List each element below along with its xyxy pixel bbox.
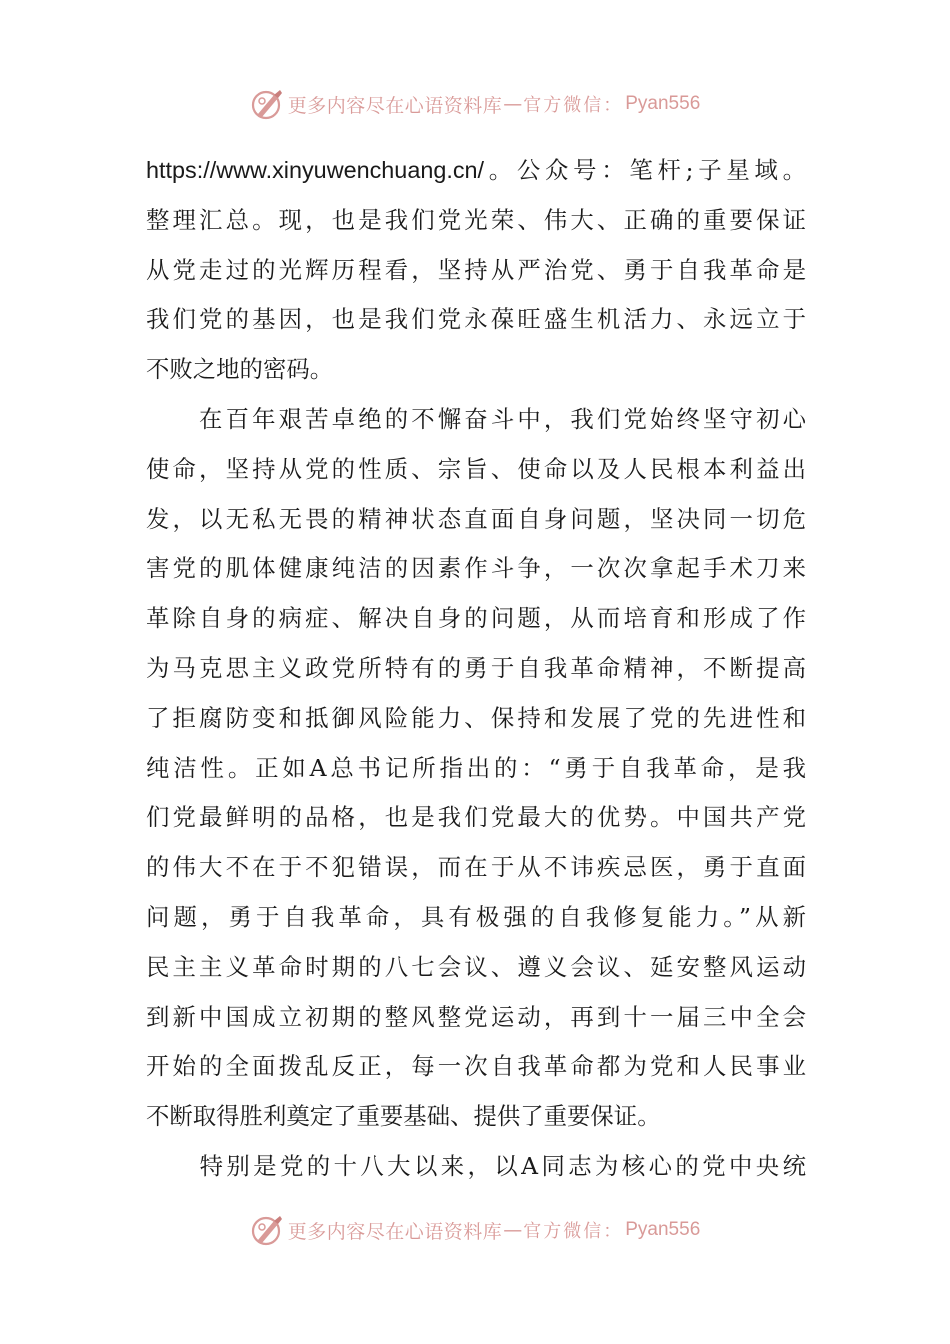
banner-dash: — — [503, 1219, 523, 1241]
text-line-url — [146, 146, 806, 196]
text-line: 特别是党的十八大以来，以A同志为核心的党中央统 — [146, 1151, 806, 1180]
text-line: 纯洁性。正如A总书记所指出的：“勇于自我革命，是我 — [146, 753, 806, 782]
footer-banner — [0, 1210, 950, 1250]
text-line: 从党走过的光辉历程看，坚持从严治党、勇于自我革命是 — [146, 255, 806, 284]
pen-logo-icon — [250, 87, 284, 121]
text-line: 整理汇总。现，也是我们党光荣、伟大、正确的重要保证 — [146, 205, 806, 234]
banner-title: 更多内容尽在心语资料库 — [287, 1220, 503, 1243]
banner-subtitle: 官方微信： — [523, 1221, 624, 1242]
source-suffix: 。公众号：笔杆;子星域。 — [484, 156, 806, 184]
source-url[interactable]: https://www.xinyuwenchuang.cn/ — [146, 157, 485, 183]
text-line: 不断取得胜利奠定了重要基础、提供了重要保证。 — [146, 1102, 661, 1131]
text-line: 问题，勇于自我革命，具有极强的自我修复能力。”从新 — [146, 902, 806, 931]
banner-dash: — — [503, 93, 523, 115]
header-banner — [0, 84, 950, 124]
text-line: 们党最鲜明的品格，也是我们党最大的优势。中国共产党 — [146, 803, 806, 832]
text-line: 使命，坚持从党的性质、宗旨、使命以及人民根本利益出 — [146, 454, 806, 483]
text-line: 开始的全面拨乱反正，每一次自我革命都为党和人民事业 — [146, 1052, 806, 1081]
text-line: 我们党的基因，也是我们党永葆旺盛生机活力、永远立于 — [146, 305, 806, 334]
banner-wechat-id: Pyan556 — [625, 1219, 701, 1240]
banner-title: 更多内容尽在心语资料库 — [287, 94, 503, 117]
document-body — [146, 146, 806, 1192]
text-line: 害党的肌体健康纯洁的因素作斗争，一次次拿起手术刀来 — [146, 554, 806, 583]
text-line: 为马克思主义政党所特有的勇于自我革命精神，不断提高 — [146, 653, 806, 682]
text-line: 民主主义革命时期的八七会议、遵义会议、延安整风运动 — [146, 952, 806, 981]
text-line: 不败之地的密码。 — [146, 355, 334, 384]
text-line: 发，以无私无畏的精神状态直面自身问题，坚决同一切危 — [146, 504, 806, 533]
text-line: 了拒腐防变和抵御风险能力、保持和发展了党的先进性和 — [146, 703, 806, 732]
text-line: 的伟大不在于不犯错误，而在于从不讳疾忌医，勇于直面 — [146, 853, 806, 882]
banner-subtitle: 官方微信： — [523, 95, 624, 116]
pen-logo-icon — [250, 1213, 284, 1247]
banner-wechat-id: Pyan556 — [625, 93, 701, 114]
text-line: 到新中国成立初期的整风整党运动，再到十一届三中全会 — [146, 1002, 806, 1031]
text-line: 革除自身的病症、解决自身的问题，从而培育和形成了作 — [146, 604, 806, 633]
text-line: 在百年艰苦卓绝的不懈奋斗中，我们党始终坚守初心 — [146, 404, 806, 433]
